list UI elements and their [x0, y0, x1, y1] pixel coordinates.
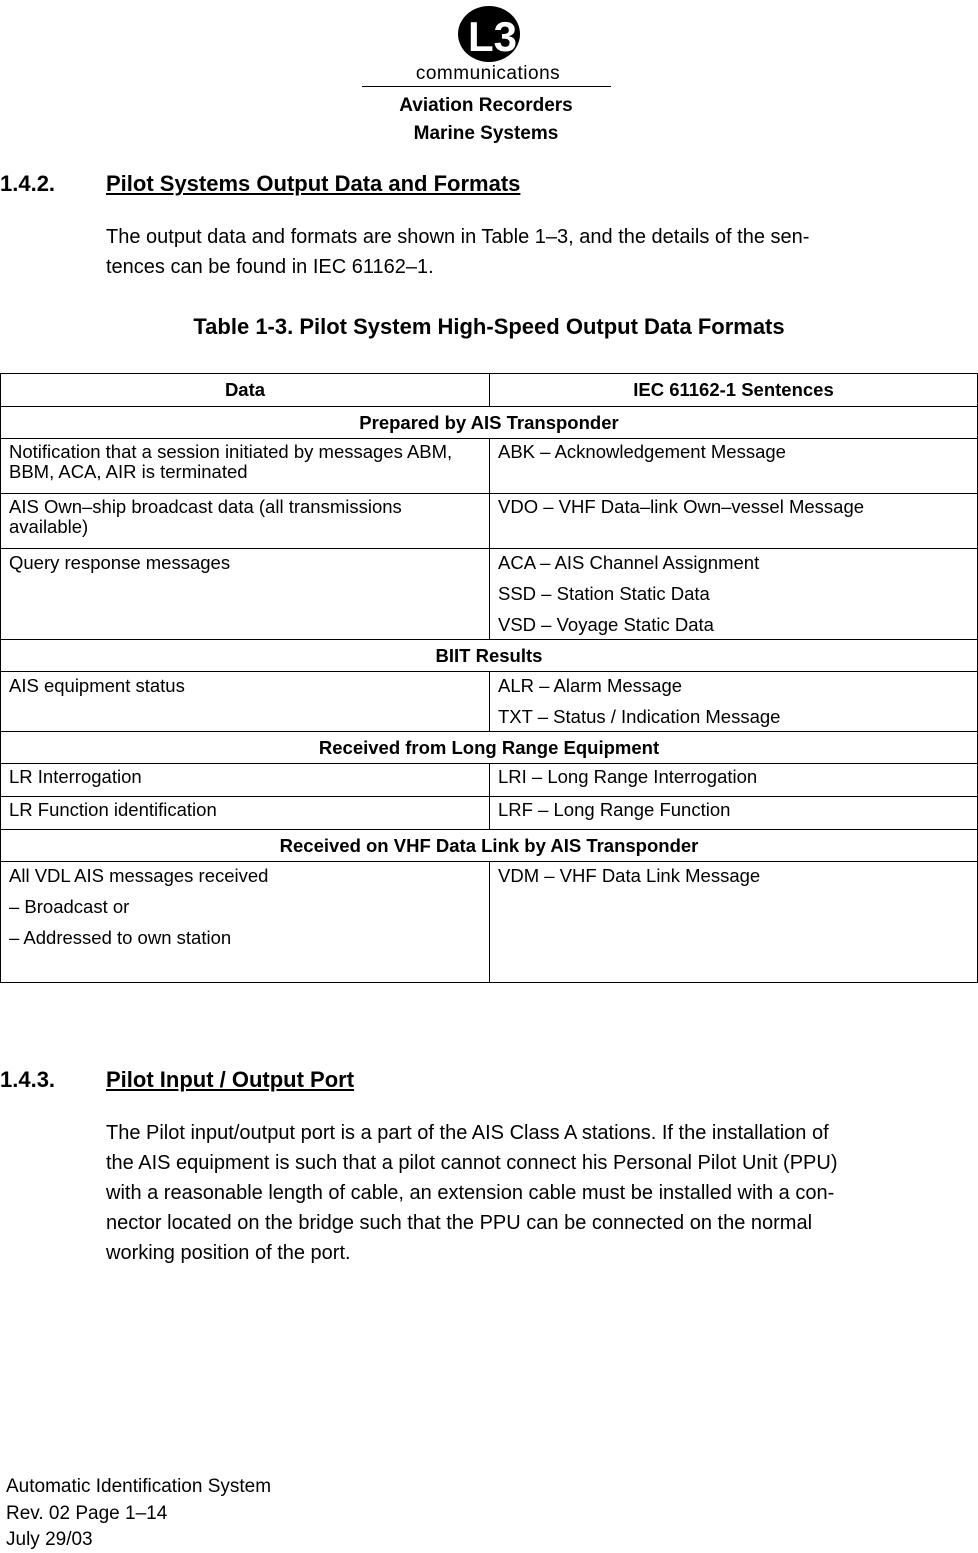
section-paragraph: [106, 222, 954, 282]
section-paragraph: [106, 1118, 954, 1268]
sentence-cell: [490, 862, 978, 983]
cell-line: – Broadcast or: [9, 896, 130, 917]
footer-document-title: Automatic Identification System: [6, 1476, 272, 1497]
cell-line: ACA – AIS Channel Assignment: [498, 552, 760, 573]
table-header-row: [1, 374, 978, 407]
table-title: Table 1-3. Pilot System High-Speed Output Data Formats: [193, 314, 785, 339]
section-title: Pilot Input / Output Port: [106, 1067, 355, 1092]
table-row: [1, 764, 978, 797]
cell-line: – Addressed to own station: [9, 927, 232, 948]
paragraph-line: The Pilot input/output port is a part of the AIS Class A stations. If the installation of: [106, 1122, 829, 1144]
data-cell: [1, 862, 490, 983]
column-header-data: Data: [1, 374, 490, 407]
paragraph-line: nector located on the bridge such that the PPU can be connected on the normal: [106, 1212, 813, 1234]
cell-line: AIS equipment status: [9, 675, 185, 696]
section-number: 1.4.3.: [0, 1067, 56, 1092]
footer-revision: Rev. 02 Page 1–14: [6, 1503, 168, 1524]
section-title: Pilot Systems Output Data and Formats: [106, 171, 521, 196]
table-row: [1, 672, 978, 732]
cell-line: All VDL AIS messages received: [9, 865, 269, 886]
table-row: [1, 439, 978, 494]
group-heading: Prepared by AIS Transponder: [1, 407, 978, 439]
group-heading: BIIT Results: [1, 640, 978, 672]
header-line-2: Marine Systems: [413, 123, 559, 144]
paragraph-line: The output data and formats are shown in Table 1–3, and the details of the sen-: [106, 226, 810, 248]
paragraph-line: the AIS equipment is such that a pilot cannot connect his Personal Pilot Unit (PPU): [106, 1152, 838, 1174]
table-row: [1, 862, 978, 983]
paragraph-line: working position of the port.: [106, 1242, 351, 1264]
data-cell: Notification that a session initiated by messages ABM, BBM, ACA, AIR is terminated: [1, 439, 490, 494]
table-row: [1, 797, 978, 830]
cell-line: ALR – Alarm Message: [498, 675, 683, 696]
table-group-row: [1, 640, 978, 672]
logo-mark-l: L3: [468, 13, 518, 60]
l3-logo: [456, 4, 524, 64]
data-cell: [1, 672, 490, 732]
cell-line: Query response messages: [9, 552, 231, 573]
cell-line: VSD – Voyage Static Data: [498, 614, 714, 635]
table-group-row: [1, 407, 978, 439]
data-cell: LR Function identification: [1, 797, 490, 830]
section-number: 1.4.2.: [0, 171, 56, 196]
cell-line: SSD – Station Static Data: [498, 583, 710, 604]
logo-divider: [362, 86, 611, 87]
paragraph-line: tences can be found in IEC 61162–1.: [106, 256, 434, 278]
cell-line: TXT – Status / Indication Message: [498, 706, 781, 727]
data-cell: [1, 549, 490, 640]
sentence-cell: VDO – VHF Data–link Own–vessel Message: [490, 494, 978, 549]
cell-line: VDM – VHF Data Link Message: [498, 865, 761, 886]
sentence-cell: [490, 672, 978, 732]
footer-date: July 29/03: [6, 1529, 93, 1550]
data-cell: AIS Own–ship broadcast data (all transmissions available): [1, 494, 490, 549]
header-line-1: Aviation Recorders: [399, 95, 573, 116]
group-heading: Received from Long Range Equipment: [1, 732, 978, 764]
sentence-cell: LRI – Long Range Interrogation: [490, 764, 978, 797]
group-heading: Received on VHF Data Link by AIS Transponder: [1, 830, 978, 862]
sentence-cell: ABK – Acknowledgement Message: [490, 439, 978, 494]
table-row: [1, 494, 978, 549]
data-cell: LR Interrogation: [1, 764, 490, 797]
data-formats-table: [0, 373, 978, 983]
column-header-sentences: IEC 61162-1 Sentences: [490, 374, 978, 407]
table-group-row: [1, 830, 978, 862]
table-group-row: [1, 732, 978, 764]
table-row: [1, 549, 978, 640]
sentence-cell: [490, 549, 978, 640]
sentence-cell: LRF – Long Range Function: [490, 797, 978, 830]
logo-wordmark: communications: [415, 63, 561, 84]
paragraph-line: with a reasonable length of cable, an extension cable must be installed with a con-: [106, 1182, 835, 1204]
